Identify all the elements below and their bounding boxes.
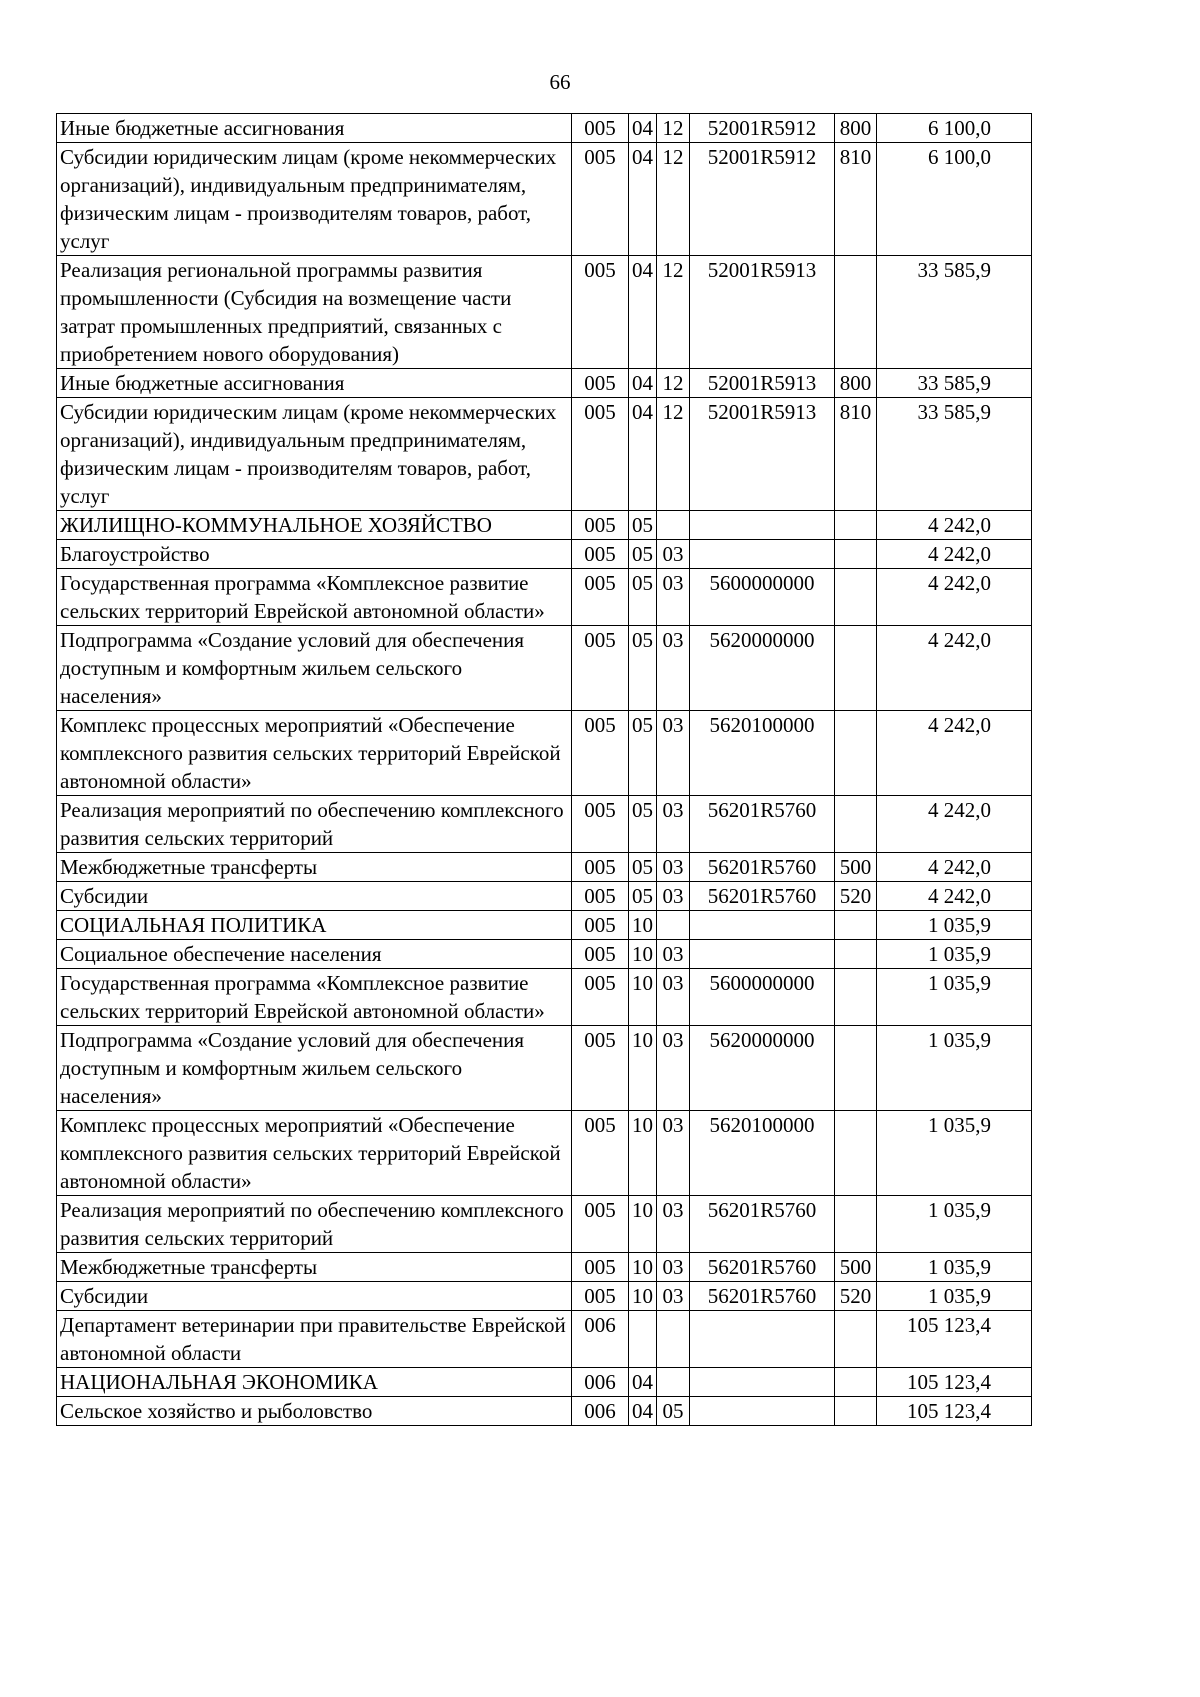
expense-type-cell: 520 [835, 1282, 877, 1311]
admin-code-cell: 005 [572, 796, 629, 853]
table-row [57, 1026, 1032, 1111]
row-name-cell: Благоустройство [57, 540, 572, 569]
target-article-cell [690, 511, 835, 540]
expense-type-cell [835, 540, 877, 569]
section-cell: 04 [629, 256, 657, 369]
table-row [57, 626, 1032, 711]
row-name-cell: Комплекс процессных мероприятий «Обеспечение комплексного развития сельских территорий Еврейской автономной области» [57, 1111, 572, 1196]
table-row [57, 369, 1032, 398]
target-article-cell: 52001R5913 [690, 398, 835, 511]
section-cell: 05 [629, 511, 657, 540]
section-cell: 04 [629, 143, 657, 256]
section-cell: 04 [629, 369, 657, 398]
row-name-cell: Подпрограмма «Создание условий для обеспечения доступным и комфортным жильем сельского населения» [57, 1026, 572, 1111]
section-cell: 10 [629, 969, 657, 1026]
admin-code-cell: 005 [572, 711, 629, 796]
target-article-cell: 5600000000 [690, 969, 835, 1026]
target-article-cell [690, 540, 835, 569]
admin-code-cell: 005 [572, 940, 629, 969]
expense-type-cell [835, 1196, 877, 1253]
row-name-cell: Государственная программа «Комплексное развитие сельских территорий Еврейской автономной области» [57, 569, 572, 626]
section-cell: 10 [629, 1026, 657, 1111]
admin-code-cell: 005 [572, 853, 629, 882]
amount-cell: 33 585,9 [877, 398, 1032, 511]
target-article-cell [690, 911, 835, 940]
subsection-cell: 12 [657, 398, 690, 511]
admin-code-cell: 006 [572, 1368, 629, 1397]
section-cell: 05 [629, 853, 657, 882]
target-article-cell: 52001R5913 [690, 256, 835, 369]
amount-cell: 1 035,9 [877, 1026, 1032, 1111]
target-article-cell: 5620000000 [690, 1026, 835, 1111]
admin-code-cell: 005 [572, 569, 629, 626]
expense-type-cell [835, 796, 877, 853]
table-row [57, 256, 1032, 369]
expense-type-cell [835, 256, 877, 369]
row-name-cell: Межбюджетные трансферты [57, 853, 572, 882]
table-row [57, 143, 1032, 256]
target-article-cell: 5620100000 [690, 1111, 835, 1196]
subsection-cell: 03 [657, 1196, 690, 1253]
admin-code-cell: 005 [572, 1253, 629, 1282]
subsection-cell: 03 [657, 1282, 690, 1311]
expense-type-cell [835, 1026, 877, 1111]
target-article-cell: 5600000000 [690, 569, 835, 626]
row-name-cell: СОЦИАЛЬНАЯ ПОЛИТИКА [57, 911, 572, 940]
expense-type-cell [835, 1368, 877, 1397]
subsection-cell [657, 1311, 690, 1368]
subsection-cell: 05 [657, 1397, 690, 1426]
table-row [57, 911, 1032, 940]
table-row [57, 711, 1032, 796]
amount-cell: 1 035,9 [877, 969, 1032, 1026]
target-article-cell: 52001R5913 [690, 369, 835, 398]
amount-cell: 1 035,9 [877, 1253, 1032, 1282]
section-cell: 10 [629, 1196, 657, 1253]
section-cell: 10 [629, 1282, 657, 1311]
expense-type-cell [835, 569, 877, 626]
section-cell: 10 [629, 911, 657, 940]
subsection-cell: 03 [657, 796, 690, 853]
table-row [57, 882, 1032, 911]
amount-cell: 105 123,4 [877, 1311, 1032, 1368]
table-row [57, 114, 1032, 143]
row-name-cell: Реализация мероприятий по обеспечению комплексного развития сельских территорий [57, 1196, 572, 1253]
section-cell: 05 [629, 569, 657, 626]
table-row [57, 1311, 1032, 1368]
expense-type-cell [835, 626, 877, 711]
section-cell: 05 [629, 796, 657, 853]
amount-cell: 4 242,0 [877, 882, 1032, 911]
expense-type-cell [835, 511, 877, 540]
section-cell: 05 [629, 882, 657, 911]
expense-type-cell [835, 1311, 877, 1368]
row-name-cell: Департамент ветеринарии при правительстве Еврейской автономной области [57, 1311, 572, 1368]
table-row [57, 969, 1032, 1026]
amount-cell: 4 242,0 [877, 853, 1032, 882]
table-row [57, 1282, 1032, 1311]
amount-cell: 1 035,9 [877, 1111, 1032, 1196]
amount-cell: 6 100,0 [877, 114, 1032, 143]
subsection-cell [657, 1368, 690, 1397]
amount-cell: 1 035,9 [877, 940, 1032, 969]
admin-code-cell: 005 [572, 1282, 629, 1311]
row-name-cell: Подпрограмма «Создание условий для обеспечения доступным и комфортным жильем сельского населения» [57, 626, 572, 711]
expense-type-cell: 810 [835, 398, 877, 511]
expense-type-cell: 520 [835, 882, 877, 911]
table-row [57, 398, 1032, 511]
amount-cell: 33 585,9 [877, 256, 1032, 369]
subsection-cell: 12 [657, 369, 690, 398]
subsection-cell: 03 [657, 626, 690, 711]
subsection-cell: 03 [657, 1026, 690, 1111]
admin-code-cell: 005 [572, 143, 629, 256]
amount-cell: 4 242,0 [877, 511, 1032, 540]
admin-code-cell: 005 [572, 911, 629, 940]
subsection-cell: 03 [657, 540, 690, 569]
subsection-cell: 03 [657, 1111, 690, 1196]
section-cell: 10 [629, 1253, 657, 1282]
table-row [57, 796, 1032, 853]
amount-cell: 4 242,0 [877, 711, 1032, 796]
table-row [57, 569, 1032, 626]
row-name-cell: Реализация мероприятий по обеспечению комплексного развития сельских территорий [57, 796, 572, 853]
expense-type-cell [835, 1111, 877, 1196]
admin-code-cell: 005 [572, 256, 629, 369]
admin-code-cell: 005 [572, 882, 629, 911]
amount-cell: 105 123,4 [877, 1397, 1032, 1426]
admin-code-cell: 005 [572, 511, 629, 540]
expense-type-cell [835, 1397, 877, 1426]
target-article-cell [690, 1311, 835, 1368]
row-name-cell: НАЦИОНАЛЬНАЯ ЭКОНОМИКА [57, 1368, 572, 1397]
amount-cell: 33 585,9 [877, 369, 1032, 398]
table-row [57, 853, 1032, 882]
subsection-cell: 03 [657, 569, 690, 626]
target-article-cell: 52001R5912 [690, 114, 835, 143]
subsection-cell: 12 [657, 114, 690, 143]
section-cell: 04 [629, 114, 657, 143]
admin-code-cell: 005 [572, 1026, 629, 1111]
target-article-cell: 56201R5760 [690, 882, 835, 911]
target-article-cell [690, 1368, 835, 1397]
target-article-cell [690, 1397, 835, 1426]
section-cell: 05 [629, 711, 657, 796]
row-name-cell: Социальное обеспечение населения [57, 940, 572, 969]
budget-table [56, 113, 1032, 1426]
target-article-cell: 56201R5760 [690, 1196, 835, 1253]
admin-code-cell: 006 [572, 1311, 629, 1368]
expense-type-cell [835, 969, 877, 1026]
row-name-cell: Межбюджетные трансферты [57, 1253, 572, 1282]
section-cell: 04 [629, 398, 657, 511]
section-cell: 04 [629, 1397, 657, 1426]
row-name-cell: Иные бюджетные ассигнования [57, 114, 572, 143]
table-row [57, 1368, 1032, 1397]
table-row [57, 1111, 1032, 1196]
table-row [57, 1253, 1032, 1282]
subsection-cell: 03 [657, 1253, 690, 1282]
section-cell: 10 [629, 940, 657, 969]
section-cell [629, 1311, 657, 1368]
section-cell: 04 [629, 1368, 657, 1397]
amount-cell: 1 035,9 [877, 911, 1032, 940]
amount-cell: 1 035,9 [877, 1196, 1032, 1253]
target-article-cell: 56201R5760 [690, 1282, 835, 1311]
table-row [57, 940, 1032, 969]
amount-cell: 105 123,4 [877, 1368, 1032, 1397]
row-name-cell: Иные бюджетные ассигнования [57, 369, 572, 398]
target-article-cell: 56201R5760 [690, 853, 835, 882]
row-name-cell: Государственная программа «Комплексное развитие сельских территорий Еврейской автономной области» [57, 969, 572, 1026]
admin-code-cell: 005 [572, 114, 629, 143]
target-article-cell [690, 940, 835, 969]
amount-cell: 4 242,0 [877, 540, 1032, 569]
row-name-cell: Субсидии юридическим лицам (кроме некоммерческих организаций), индивидуальным предпринимателям, физическим лицам - производителям товаров, работ, услуг [57, 398, 572, 511]
target-article-cell: 56201R5760 [690, 796, 835, 853]
subsection-cell: 03 [657, 711, 690, 796]
page-number: 66 [549, 70, 571, 94]
target-article-cell: 5620100000 [690, 711, 835, 796]
target-article-cell: 5620000000 [690, 626, 835, 711]
table-row [57, 511, 1032, 540]
expense-type-cell: 800 [835, 114, 877, 143]
amount-cell: 4 242,0 [877, 569, 1032, 626]
table-row [57, 1196, 1032, 1253]
table-row [57, 540, 1032, 569]
section-cell: 05 [629, 626, 657, 711]
subsection-cell: 12 [657, 143, 690, 256]
admin-code-cell: 005 [572, 969, 629, 1026]
subsection-cell: 03 [657, 969, 690, 1026]
expense-type-cell: 810 [835, 143, 877, 256]
amount-cell: 4 242,0 [877, 626, 1032, 711]
subsection-cell: 03 [657, 853, 690, 882]
admin-code-cell: 005 [572, 398, 629, 511]
target-article-cell: 56201R5760 [690, 1253, 835, 1282]
subsection-cell: 12 [657, 256, 690, 369]
admin-code-cell: 005 [572, 1196, 629, 1253]
subsection-cell [657, 911, 690, 940]
admin-code-cell: 005 [572, 540, 629, 569]
row-name-cell: Реализация региональной программы развития промышленности (Субсидия на возмещение части затрат промышленных предприятий, связанных с приобретением нового оборудования) [57, 256, 572, 369]
admin-code-cell: 005 [572, 626, 629, 711]
amount-cell: 6 100,0 [877, 143, 1032, 256]
target-article-cell: 52001R5912 [690, 143, 835, 256]
subsection-cell [657, 511, 690, 540]
admin-code-cell: 006 [572, 1397, 629, 1426]
subsection-cell: 03 [657, 882, 690, 911]
expense-type-cell: 800 [835, 369, 877, 398]
row-name-cell: Комплекс процессных мероприятий «Обеспечение комплексного развития сельских территорий Еврейской автономной области» [57, 711, 572, 796]
admin-code-cell: 005 [572, 1111, 629, 1196]
table-row [57, 1397, 1032, 1426]
section-cell: 05 [629, 540, 657, 569]
amount-cell: 4 242,0 [877, 796, 1032, 853]
row-name-cell: ЖИЛИЩНО-КОММУНАЛЬНОЕ ХОЗЯЙСТВО [57, 511, 572, 540]
row-name-cell: Сельское хозяйство и рыболовство [57, 1397, 572, 1426]
expense-type-cell [835, 911, 877, 940]
subsection-cell: 03 [657, 940, 690, 969]
admin-code-cell: 005 [572, 369, 629, 398]
row-name-cell: Субсидии [57, 1282, 572, 1311]
row-name-cell: Субсидии [57, 882, 572, 911]
section-cell: 10 [629, 1111, 657, 1196]
expense-type-cell: 500 [835, 853, 877, 882]
amount-cell: 1 035,9 [877, 1282, 1032, 1311]
expense-type-cell: 500 [835, 1253, 877, 1282]
expense-type-cell [835, 940, 877, 969]
row-name-cell: Субсидии юридическим лицам (кроме некоммерческих организаций), индивидуальным предпринимателям, физическим лицам - производителям товаров, работ, услуг [57, 143, 572, 256]
expense-type-cell [835, 711, 877, 796]
